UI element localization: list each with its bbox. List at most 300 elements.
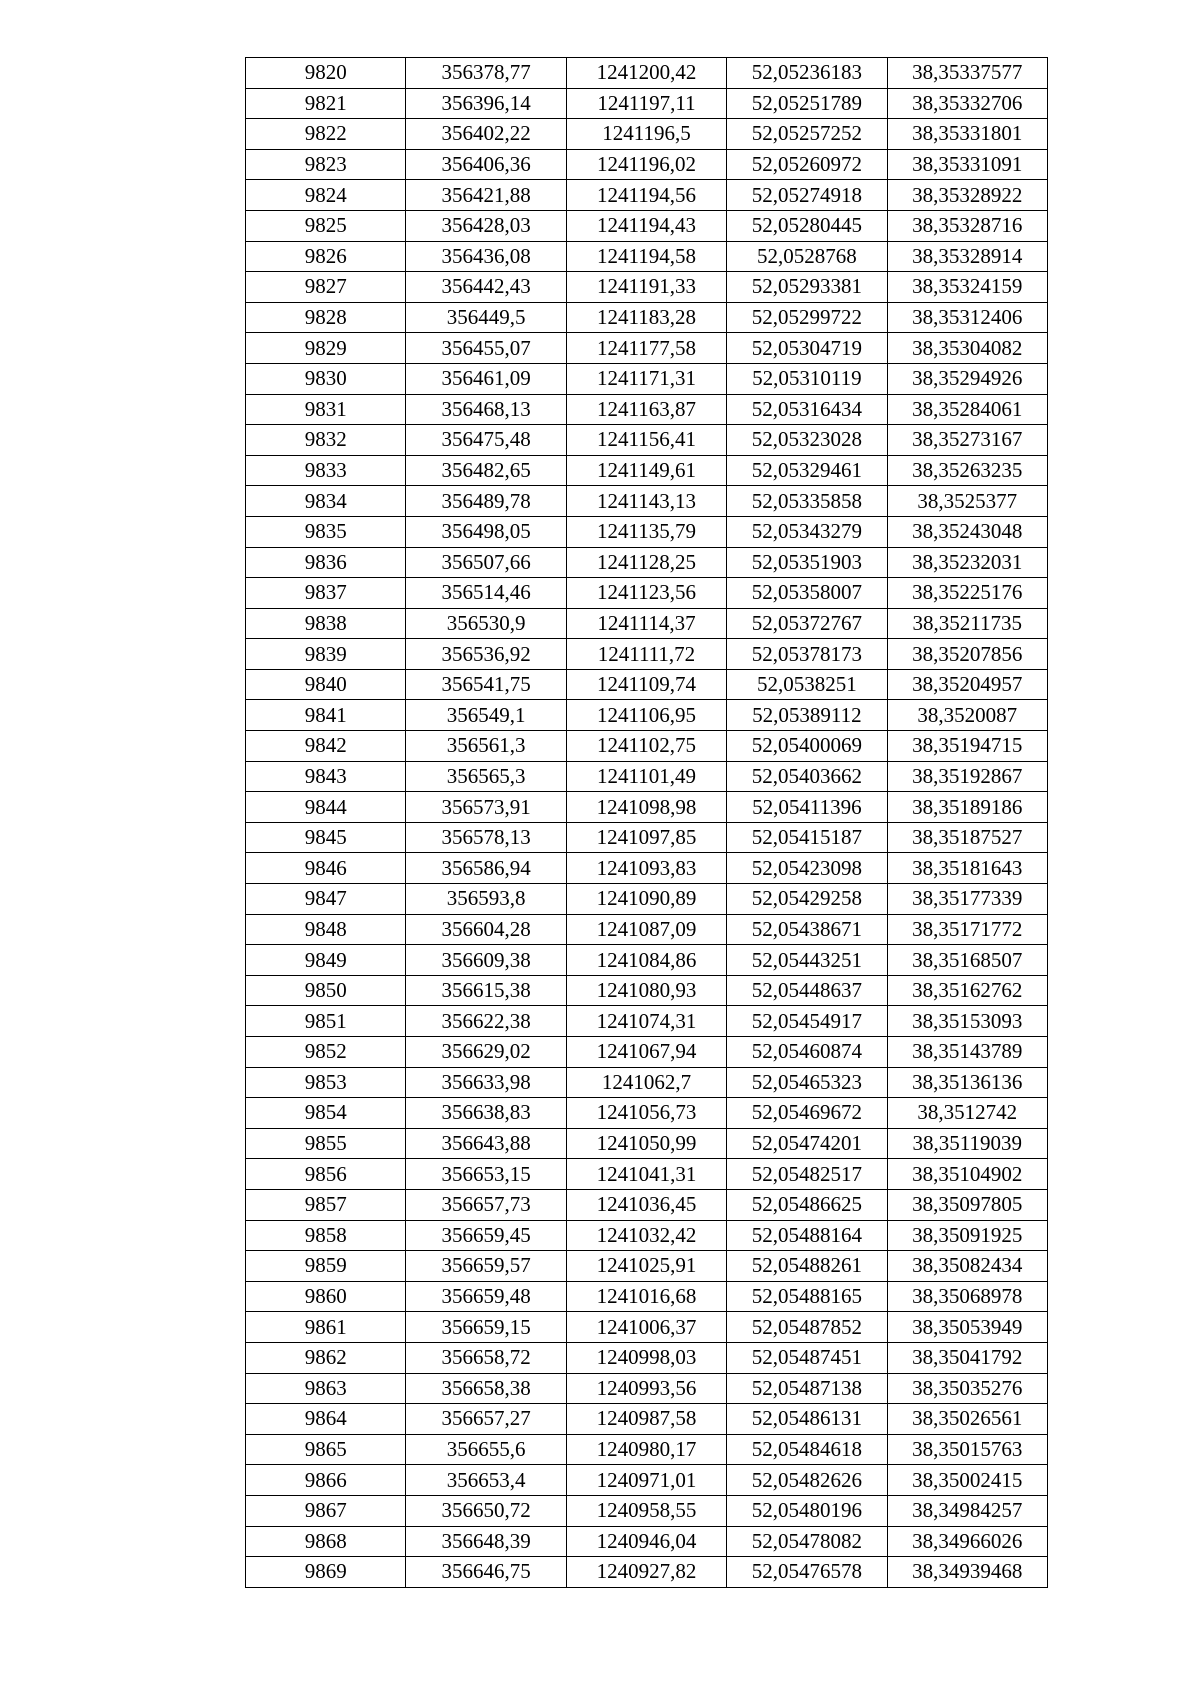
longitude-cell: 38,35002415 (887, 1465, 1047, 1496)
latitude-cell: 52,05251789 (727, 88, 887, 119)
latitude-cell: 52,05403662 (727, 761, 887, 792)
latitude-cell: 52,05465323 (727, 1067, 887, 1098)
y-coordinate-cell: 1241097,85 (566, 822, 726, 853)
longitude-cell: 38,3520087 (887, 700, 1047, 731)
table-row (246, 639, 1048, 670)
longitude-cell: 38,35091925 (887, 1220, 1047, 1251)
y-coordinate-cell: 1241194,58 (566, 241, 726, 272)
table-row (246, 945, 1048, 976)
table-row (246, 241, 1048, 272)
point-number-cell: 9841 (246, 700, 406, 731)
point-number-cell: 9845 (246, 822, 406, 853)
y-coordinate-cell: 1241114,37 (566, 608, 726, 639)
y-coordinate-cell: 1241183,28 (566, 302, 726, 333)
y-coordinate-cell: 1240946,04 (566, 1526, 726, 1557)
latitude-cell: 52,05280445 (727, 210, 887, 241)
point-number-cell: 9831 (246, 394, 406, 425)
table-row (246, 853, 1048, 884)
longitude-cell: 38,35328716 (887, 210, 1047, 241)
y-coordinate-cell: 1241111,72 (566, 639, 726, 670)
y-coordinate-cell: 1240927,82 (566, 1557, 726, 1588)
y-coordinate-cell: 1241101,49 (566, 761, 726, 792)
longitude-cell: 38,35225176 (887, 578, 1047, 609)
y-coordinate-cell: 1241087,09 (566, 914, 726, 945)
y-coordinate-cell: 1241062,7 (566, 1067, 726, 1098)
latitude-cell: 52,0528768 (727, 241, 887, 272)
point-number-cell: 9822 (246, 119, 406, 150)
x-coordinate-cell: 356643,88 (406, 1128, 566, 1159)
point-number-cell: 9853 (246, 1067, 406, 1098)
x-coordinate-cell: 356604,28 (406, 914, 566, 945)
x-coordinate-cell: 356475,48 (406, 425, 566, 456)
longitude-cell: 38,35181643 (887, 853, 1047, 884)
x-coordinate-cell: 356402,22 (406, 119, 566, 150)
x-coordinate-cell: 356498,05 (406, 516, 566, 547)
table-row (246, 119, 1048, 150)
latitude-cell: 52,05488261 (727, 1251, 887, 1282)
y-coordinate-cell: 1241194,56 (566, 180, 726, 211)
latitude-cell: 52,05236183 (727, 58, 887, 89)
table-row (246, 1557, 1048, 1588)
x-coordinate-cell: 356421,88 (406, 180, 566, 211)
point-number-cell: 9855 (246, 1128, 406, 1159)
longitude-cell: 38,35177339 (887, 884, 1047, 915)
longitude-cell: 38,35204957 (887, 669, 1047, 700)
longitude-cell: 38,35332706 (887, 88, 1047, 119)
x-coordinate-cell: 356449,5 (406, 302, 566, 333)
point-number-cell: 9830 (246, 363, 406, 394)
latitude-cell: 52,05351903 (727, 547, 887, 578)
y-coordinate-cell: 1241084,86 (566, 945, 726, 976)
longitude-cell: 38,35104902 (887, 1159, 1047, 1190)
point-number-cell: 9850 (246, 975, 406, 1006)
point-number-cell: 9867 (246, 1495, 406, 1526)
longitude-cell: 38,35053949 (887, 1312, 1047, 1343)
y-coordinate-cell: 1241191,33 (566, 272, 726, 303)
x-coordinate-cell: 356648,39 (406, 1526, 566, 1557)
point-number-cell: 9864 (246, 1404, 406, 1435)
table-row (246, 1495, 1048, 1526)
latitude-cell: 52,05372767 (727, 608, 887, 639)
table-row (246, 608, 1048, 639)
longitude-cell: 38,35168507 (887, 945, 1047, 976)
point-number-cell: 9844 (246, 792, 406, 823)
x-coordinate-cell: 356561,3 (406, 731, 566, 762)
latitude-cell: 52,05482626 (727, 1465, 887, 1496)
x-coordinate-cell: 356629,02 (406, 1037, 566, 1068)
y-coordinate-cell: 1240971,01 (566, 1465, 726, 1496)
table-row (246, 302, 1048, 333)
latitude-cell: 52,05257252 (727, 119, 887, 150)
y-coordinate-cell: 1241056,73 (566, 1098, 726, 1129)
latitude-cell: 52,05411396 (727, 792, 887, 823)
longitude-cell: 38,35192867 (887, 761, 1047, 792)
table-row (246, 516, 1048, 547)
x-coordinate-cell: 356659,48 (406, 1281, 566, 1312)
table-row (246, 1220, 1048, 1251)
point-number-cell: 9842 (246, 731, 406, 762)
longitude-cell: 38,35331801 (887, 119, 1047, 150)
point-number-cell: 9834 (246, 486, 406, 517)
longitude-cell: 38,35035276 (887, 1373, 1047, 1404)
point-number-cell: 9869 (246, 1557, 406, 1588)
point-number-cell: 9840 (246, 669, 406, 700)
y-coordinate-cell: 1240998,03 (566, 1342, 726, 1373)
longitude-cell: 38,35328914 (887, 241, 1047, 272)
x-coordinate-cell: 356461,09 (406, 363, 566, 394)
latitude-cell: 52,05293381 (727, 272, 887, 303)
table-row (246, 1465, 1048, 1496)
point-number-cell: 9846 (246, 853, 406, 884)
x-coordinate-cell: 356615,38 (406, 975, 566, 1006)
table-row (246, 822, 1048, 853)
y-coordinate-cell: 1241197,11 (566, 88, 726, 119)
coordinates-table-body (246, 58, 1048, 1588)
point-number-cell: 9852 (246, 1037, 406, 1068)
table-row (246, 1189, 1048, 1220)
table-row (246, 58, 1048, 89)
latitude-cell: 52,05389112 (727, 700, 887, 731)
table-row (246, 425, 1048, 456)
x-coordinate-cell: 356609,38 (406, 945, 566, 976)
longitude-cell: 38,35015763 (887, 1434, 1047, 1465)
y-coordinate-cell: 1241163,87 (566, 394, 726, 425)
table-row (246, 149, 1048, 180)
latitude-cell: 52,05478082 (727, 1526, 887, 1557)
point-number-cell: 9858 (246, 1220, 406, 1251)
x-coordinate-cell: 356586,94 (406, 853, 566, 884)
latitude-cell: 52,05482517 (727, 1159, 887, 1190)
table-row (246, 731, 1048, 762)
longitude-cell: 38,35153093 (887, 1006, 1047, 1037)
table-row (246, 455, 1048, 486)
latitude-cell: 52,05400069 (727, 731, 887, 762)
longitude-cell: 38,35119039 (887, 1128, 1047, 1159)
x-coordinate-cell: 356578,13 (406, 822, 566, 853)
point-number-cell: 9847 (246, 884, 406, 915)
latitude-cell: 52,05484618 (727, 1434, 887, 1465)
point-number-cell: 9836 (246, 547, 406, 578)
latitude-cell: 52,0538251 (727, 669, 887, 700)
point-number-cell: 9856 (246, 1159, 406, 1190)
table-row (246, 1312, 1048, 1343)
x-coordinate-cell: 356428,03 (406, 210, 566, 241)
longitude-cell: 38,35273167 (887, 425, 1047, 456)
point-number-cell: 9854 (246, 1098, 406, 1129)
x-coordinate-cell: 356646,75 (406, 1557, 566, 1588)
latitude-cell: 52,05487451 (727, 1342, 887, 1373)
table-row (246, 1067, 1048, 1098)
point-number-cell: 9833 (246, 455, 406, 486)
latitude-cell: 52,05454917 (727, 1006, 887, 1037)
point-number-cell: 9820 (246, 58, 406, 89)
longitude-cell: 38,35243048 (887, 516, 1047, 547)
longitude-cell: 38,35068978 (887, 1281, 1047, 1312)
table-row (246, 1404, 1048, 1435)
table-row (246, 669, 1048, 700)
x-coordinate-cell: 356507,66 (406, 547, 566, 578)
longitude-cell: 38,35082434 (887, 1251, 1047, 1282)
x-coordinate-cell: 356455,07 (406, 333, 566, 364)
y-coordinate-cell: 1240987,58 (566, 1404, 726, 1435)
table-row (246, 1098, 1048, 1129)
longitude-cell: 38,35232031 (887, 547, 1047, 578)
point-number-cell: 9827 (246, 272, 406, 303)
latitude-cell: 52,05488164 (727, 1220, 887, 1251)
latitude-cell: 52,05299722 (727, 302, 887, 333)
table-row (246, 394, 1048, 425)
y-coordinate-cell: 1241128,25 (566, 547, 726, 578)
y-coordinate-cell: 1241149,61 (566, 455, 726, 486)
y-coordinate-cell: 1241093,83 (566, 853, 726, 884)
point-number-cell: 9839 (246, 639, 406, 670)
table-row (246, 180, 1048, 211)
table-row (246, 272, 1048, 303)
point-number-cell: 9823 (246, 149, 406, 180)
latitude-cell: 52,05487138 (727, 1373, 887, 1404)
latitude-cell: 52,05480196 (727, 1495, 887, 1526)
latitude-cell: 52,05316434 (727, 394, 887, 425)
longitude-cell: 38,34939468 (887, 1557, 1047, 1588)
point-number-cell: 9848 (246, 914, 406, 945)
table-row (246, 333, 1048, 364)
latitude-cell: 52,05460874 (727, 1037, 887, 1068)
longitude-cell: 38,35263235 (887, 455, 1047, 486)
latitude-cell: 52,05310119 (727, 363, 887, 394)
table-row (246, 1251, 1048, 1282)
point-number-cell: 9859 (246, 1251, 406, 1282)
longitude-cell: 38,35312406 (887, 302, 1047, 333)
table-row (246, 1434, 1048, 1465)
x-coordinate-cell: 356549,1 (406, 700, 566, 731)
x-coordinate-cell: 356514,46 (406, 578, 566, 609)
longitude-cell: 38,35136136 (887, 1067, 1047, 1098)
x-coordinate-cell: 356659,15 (406, 1312, 566, 1343)
x-coordinate-cell: 356658,72 (406, 1342, 566, 1373)
x-coordinate-cell: 356573,91 (406, 792, 566, 823)
y-coordinate-cell: 1241050,99 (566, 1128, 726, 1159)
y-coordinate-cell: 1241006,37 (566, 1312, 726, 1343)
latitude-cell: 52,05487852 (727, 1312, 887, 1343)
y-coordinate-cell: 1241200,42 (566, 58, 726, 89)
table-row (246, 700, 1048, 731)
y-coordinate-cell: 1241106,95 (566, 700, 726, 731)
point-number-cell: 9828 (246, 302, 406, 333)
table-row (246, 975, 1048, 1006)
x-coordinate-cell: 356436,08 (406, 241, 566, 272)
longitude-cell: 38,35187527 (887, 822, 1047, 853)
x-coordinate-cell: 356650,72 (406, 1495, 566, 1526)
x-coordinate-cell: 356653,15 (406, 1159, 566, 1190)
latitude-cell: 52,05329461 (727, 455, 887, 486)
x-coordinate-cell: 356658,38 (406, 1373, 566, 1404)
x-coordinate-cell: 356482,65 (406, 455, 566, 486)
table-row (246, 1281, 1048, 1312)
y-coordinate-cell: 1241032,42 (566, 1220, 726, 1251)
x-coordinate-cell: 356468,13 (406, 394, 566, 425)
coordinates-table (245, 57, 1048, 1588)
point-number-cell: 9832 (246, 425, 406, 456)
point-number-cell: 9863 (246, 1373, 406, 1404)
y-coordinate-cell: 1241196,5 (566, 119, 726, 150)
latitude-cell: 52,05260972 (727, 149, 887, 180)
x-coordinate-cell: 356541,75 (406, 669, 566, 700)
table-row (246, 363, 1048, 394)
x-coordinate-cell: 356633,98 (406, 1067, 566, 1098)
longitude-cell: 38,35162762 (887, 975, 1047, 1006)
latitude-cell: 52,05443251 (727, 945, 887, 976)
longitude-cell: 38,35304082 (887, 333, 1047, 364)
x-coordinate-cell: 356593,8 (406, 884, 566, 915)
x-coordinate-cell: 356530,9 (406, 608, 566, 639)
point-number-cell: 9825 (246, 210, 406, 241)
point-number-cell: 9849 (246, 945, 406, 976)
y-coordinate-cell: 1241041,31 (566, 1159, 726, 1190)
point-number-cell: 9826 (246, 241, 406, 272)
x-coordinate-cell: 356638,83 (406, 1098, 566, 1129)
table-row (246, 88, 1048, 119)
latitude-cell: 52,05358007 (727, 578, 887, 609)
longitude-cell: 38,3525377 (887, 486, 1047, 517)
y-coordinate-cell: 1241135,79 (566, 516, 726, 547)
x-coordinate-cell: 356489,78 (406, 486, 566, 517)
y-coordinate-cell: 1241194,43 (566, 210, 726, 241)
longitude-cell: 38,35041792 (887, 1342, 1047, 1373)
longitude-cell: 38,35294926 (887, 363, 1047, 394)
x-coordinate-cell: 356378,77 (406, 58, 566, 89)
point-number-cell: 9821 (246, 88, 406, 119)
point-number-cell: 9857 (246, 1189, 406, 1220)
y-coordinate-cell: 1241036,45 (566, 1189, 726, 1220)
table-row (246, 210, 1048, 241)
x-coordinate-cell: 356622,38 (406, 1006, 566, 1037)
point-number-cell: 9861 (246, 1312, 406, 1343)
x-coordinate-cell: 356536,92 (406, 639, 566, 670)
table-row (246, 1373, 1048, 1404)
x-coordinate-cell: 356565,3 (406, 761, 566, 792)
longitude-cell: 38,35026561 (887, 1404, 1047, 1435)
x-coordinate-cell: 356655,6 (406, 1434, 566, 1465)
longitude-cell: 38,35331091 (887, 149, 1047, 180)
y-coordinate-cell: 1241123,56 (566, 578, 726, 609)
table-row (246, 884, 1048, 915)
table-row (246, 1526, 1048, 1557)
latitude-cell: 52,05378173 (727, 639, 887, 670)
y-coordinate-cell: 1241156,41 (566, 425, 726, 456)
latitude-cell: 52,05486131 (727, 1404, 887, 1435)
table-row (246, 1342, 1048, 1373)
longitude-cell: 38,35337577 (887, 58, 1047, 89)
x-coordinate-cell: 356406,36 (406, 149, 566, 180)
y-coordinate-cell: 1241171,31 (566, 363, 726, 394)
table-row (246, 1037, 1048, 1068)
latitude-cell: 52,05423098 (727, 853, 887, 884)
longitude-cell: 38,35194715 (887, 731, 1047, 762)
latitude-cell: 52,05274918 (727, 180, 887, 211)
y-coordinate-cell: 1241025,91 (566, 1251, 726, 1282)
latitude-cell: 52,05488165 (727, 1281, 887, 1312)
y-coordinate-cell: 1241109,74 (566, 669, 726, 700)
latitude-cell: 52,05448637 (727, 975, 887, 1006)
x-coordinate-cell: 356396,14 (406, 88, 566, 119)
longitude-cell: 38,35189186 (887, 792, 1047, 823)
point-number-cell: 9838 (246, 608, 406, 639)
point-number-cell: 9851 (246, 1006, 406, 1037)
y-coordinate-cell: 1240993,56 (566, 1373, 726, 1404)
longitude-cell: 38,3512742 (887, 1098, 1047, 1129)
x-coordinate-cell: 356659,45 (406, 1220, 566, 1251)
table-row (246, 547, 1048, 578)
table-row (246, 1128, 1048, 1159)
longitude-cell: 38,35143789 (887, 1037, 1047, 1068)
table-row (246, 914, 1048, 945)
x-coordinate-cell: 356659,57 (406, 1251, 566, 1282)
latitude-cell: 52,05474201 (727, 1128, 887, 1159)
longitude-cell: 38,34984257 (887, 1495, 1047, 1526)
table-row (246, 486, 1048, 517)
point-number-cell: 9865 (246, 1434, 406, 1465)
longitude-cell: 38,35097805 (887, 1189, 1047, 1220)
x-coordinate-cell: 356657,73 (406, 1189, 566, 1220)
longitude-cell: 38,35211735 (887, 608, 1047, 639)
longitude-cell: 38,35284061 (887, 394, 1047, 425)
longitude-cell: 38,34966026 (887, 1526, 1047, 1557)
y-coordinate-cell: 1241102,75 (566, 731, 726, 762)
longitude-cell: 38,35328922 (887, 180, 1047, 211)
point-number-cell: 9862 (246, 1342, 406, 1373)
table-row (246, 761, 1048, 792)
y-coordinate-cell: 1241098,98 (566, 792, 726, 823)
y-coordinate-cell: 1240958,55 (566, 1495, 726, 1526)
y-coordinate-cell: 1241090,89 (566, 884, 726, 915)
x-coordinate-cell: 356442,43 (406, 272, 566, 303)
latitude-cell: 52,05343279 (727, 516, 887, 547)
longitude-cell: 38,35171772 (887, 914, 1047, 945)
y-coordinate-cell: 1241067,94 (566, 1037, 726, 1068)
point-number-cell: 9835 (246, 516, 406, 547)
table-row (246, 1159, 1048, 1190)
latitude-cell: 52,05438671 (727, 914, 887, 945)
latitude-cell: 52,05415187 (727, 822, 887, 853)
point-number-cell: 9866 (246, 1465, 406, 1496)
y-coordinate-cell: 1241016,68 (566, 1281, 726, 1312)
y-coordinate-cell: 1241196,02 (566, 149, 726, 180)
latitude-cell: 52,05335858 (727, 486, 887, 517)
longitude-cell: 38,35207856 (887, 639, 1047, 670)
latitude-cell: 52,05476578 (727, 1557, 887, 1588)
point-number-cell: 9860 (246, 1281, 406, 1312)
point-number-cell: 9837 (246, 578, 406, 609)
latitude-cell: 52,05323028 (727, 425, 887, 456)
y-coordinate-cell: 1240980,17 (566, 1434, 726, 1465)
y-coordinate-cell: 1241080,93 (566, 975, 726, 1006)
table-row (246, 578, 1048, 609)
y-coordinate-cell: 1241074,31 (566, 1006, 726, 1037)
point-number-cell: 9843 (246, 761, 406, 792)
table-row (246, 792, 1048, 823)
latitude-cell: 52,05429258 (727, 884, 887, 915)
latitude-cell: 52,05304719 (727, 333, 887, 364)
table-row (246, 1006, 1048, 1037)
point-number-cell: 9824 (246, 180, 406, 211)
x-coordinate-cell: 356653,4 (406, 1465, 566, 1496)
x-coordinate-cell: 356657,27 (406, 1404, 566, 1435)
point-number-cell: 9829 (246, 333, 406, 364)
latitude-cell: 52,05486625 (727, 1189, 887, 1220)
longitude-cell: 38,35324159 (887, 272, 1047, 303)
y-coordinate-cell: 1241177,58 (566, 333, 726, 364)
point-number-cell: 9868 (246, 1526, 406, 1557)
